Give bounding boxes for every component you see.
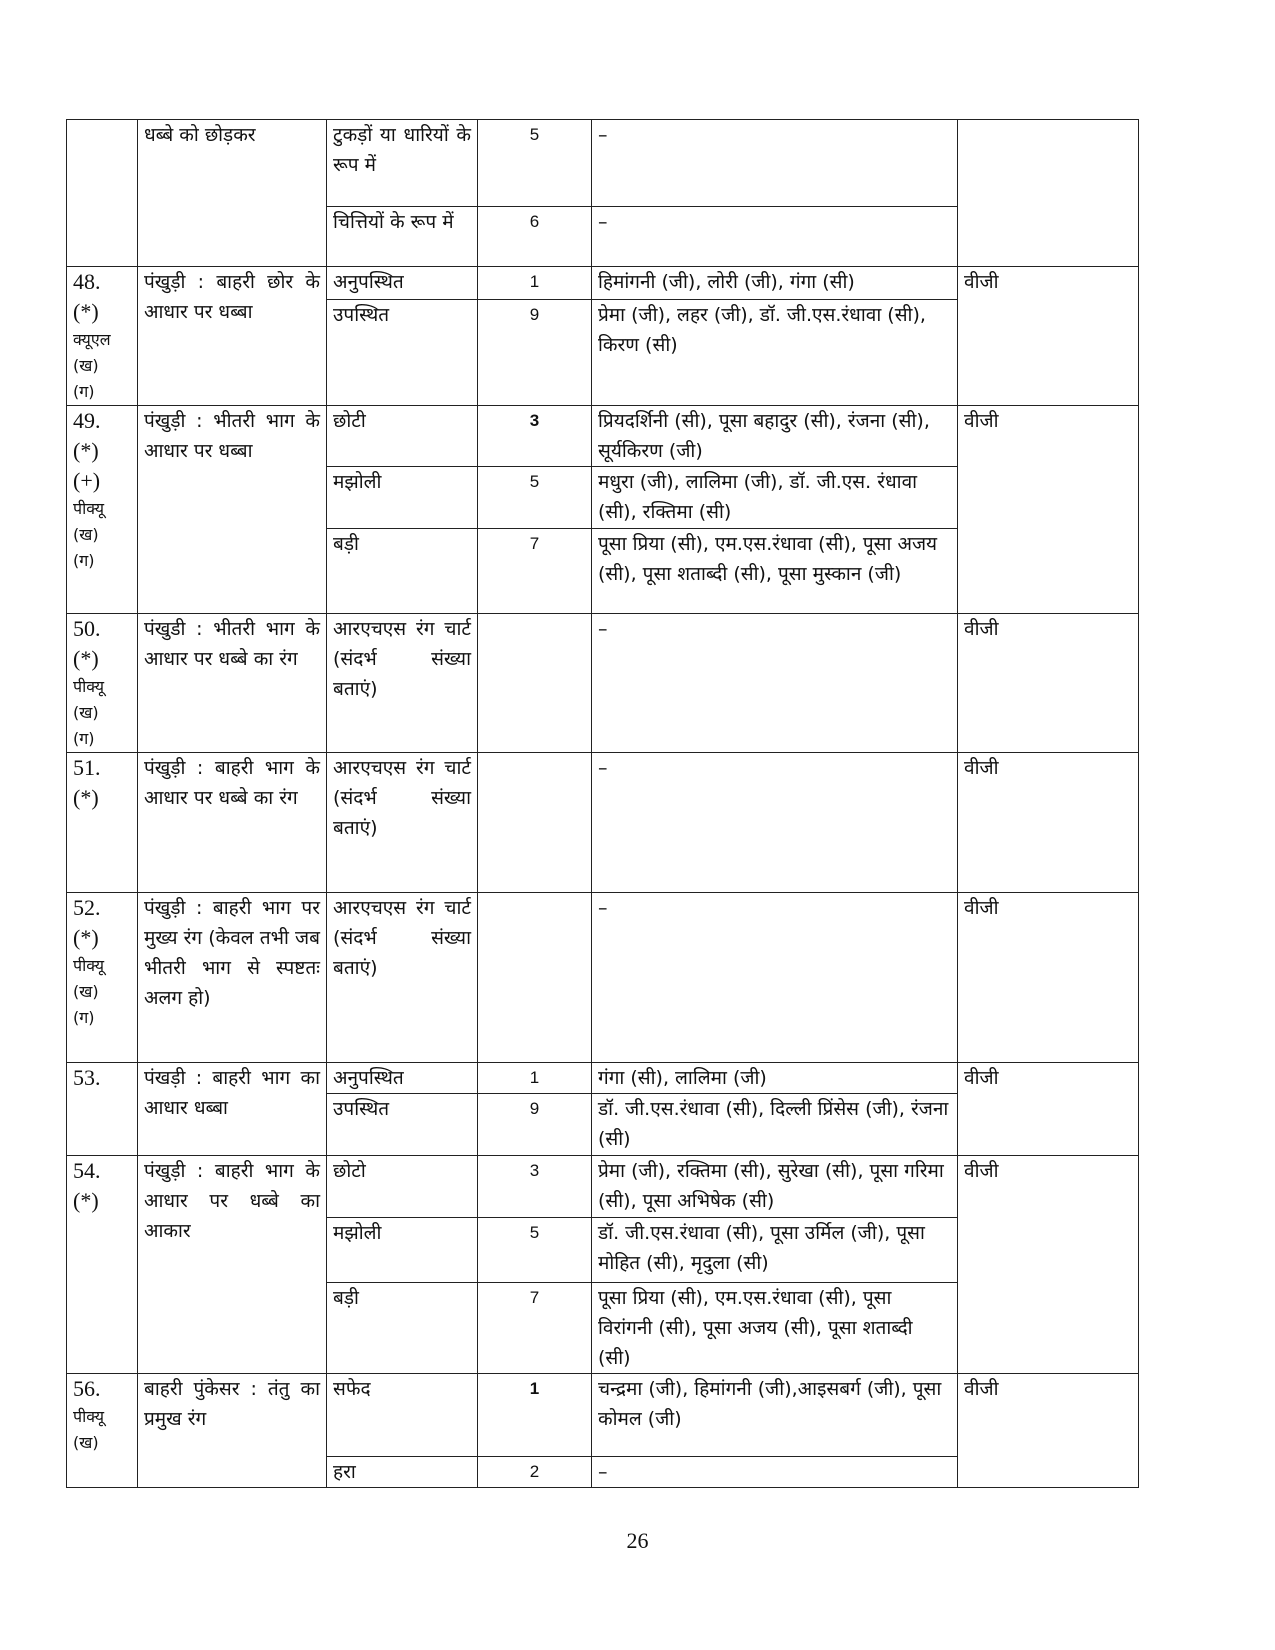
table-row	[67, 267, 1139, 300]
example-varieties: प्रियदर्शिनी (सी), पूसा बहादुर (सी), रंजना (सी), सूर्यकिरण (जी)	[592, 406, 958, 467]
state-label: आरएचएस रंग चार्ट (संदर्भ संख्या बताएं)	[327, 753, 478, 893]
trait-characteristic: पंखुड़ी : बाहरी भाग के आधार पर धब्बे का रंग	[138, 753, 327, 893]
example-varieties: चन्द्रमा (जी), हिमांगनी (जी),आइसबर्ग (जी), पूसा कोमल (जी)	[592, 1374, 958, 1457]
trait-number: 56. पीक्यू (ख)	[67, 1374, 138, 1488]
note-value: 1	[478, 1374, 592, 1457]
grouping-code: वीजी	[958, 893, 1139, 1063]
state-label: मझोली	[327, 1218, 478, 1283]
example-varieties: –	[592, 207, 958, 267]
example-varieties: –	[592, 120, 958, 207]
note-value: 3	[478, 1156, 592, 1218]
state-label: छोटो	[327, 1156, 478, 1218]
table-row	[67, 1374, 1139, 1457]
example-varieties: हिमांगनी (जी), लोरी (जी), गंगा (सी)	[592, 267, 958, 300]
state-label: उपस्थित	[327, 1094, 478, 1156]
note-value	[478, 753, 592, 893]
grouping-code: वीजी	[958, 1156, 1139, 1374]
trait-number: 50. (*) पीक्यू (ख) (ग)	[67, 614, 138, 753]
page-number: 26	[626, 1528, 649, 1553]
trait-characteristic: पंखुड़ी : बाहरी भाग पर मुख्य रंग (केवल तभी जब भीतरी भाग से स्पष्टतः अलग हो)	[138, 893, 327, 1063]
note-value	[478, 893, 592, 1063]
trait-number	[67, 120, 138, 267]
example-varieties: प्रेमा (जी), रक्तिमा (सी), सुरेखा (सी), पूसा गरिमा (सी), पूसा अभिषेक (सी)	[592, 1156, 958, 1218]
state-label: मझोली	[327, 467, 478, 529]
trait-number: 52. (*) पीक्यू (ख) (ग)	[67, 893, 138, 1063]
table-row	[67, 120, 1139, 207]
trait-number: 53.	[67, 1063, 138, 1156]
example-varieties: –	[592, 1457, 958, 1488]
note-value: 6	[478, 207, 592, 267]
example-varieties: पूसा प्रिया (सी), एम.एस.रंधावा (सी), पूसा विरांगनी (सी), पूसा अजय (सी), पूसा शताब्दी (सी)	[592, 1283, 958, 1374]
example-varieties: डॉ. जी.एस.रंधावा (सी), दिल्ली प्रिंसेस (जी), रंजना (सी)	[592, 1094, 958, 1156]
trait-characteristic: पंखड़ी : बाहरी भाग का आधार धब्बा	[138, 1063, 327, 1156]
state-label: बड़ी	[327, 529, 478, 614]
state-label: अनुपस्थित	[327, 1063, 478, 1094]
note-value: 7	[478, 529, 592, 614]
example-varieties: –	[592, 614, 958, 753]
example-varieties: –	[592, 753, 958, 893]
note-value: 7	[478, 1283, 592, 1374]
example-varieties: डॉ. जी.एस.रंधावा (सी), पूसा उर्मिल (जी), पूसा मोहित (सी), मृदुला (सी)	[592, 1218, 958, 1283]
note-value: 5	[478, 120, 592, 207]
example-varieties: –	[592, 893, 958, 1063]
trait-characteristic: पंखुड़ी : भीतरी भाग के आधार पर धब्बा	[138, 406, 327, 614]
note-value: 5	[478, 467, 592, 529]
state-label: उपस्थित	[327, 299, 478, 405]
state-label: छोटी	[327, 406, 478, 467]
example-varieties: प्रेमा (जी), लहर (जी), डॉ. जी.एस.रंधावा (सी), किरण (सी)	[592, 299, 958, 405]
table-row	[67, 406, 1139, 467]
note-value: 1	[478, 267, 592, 300]
state-label: हरा	[327, 1457, 478, 1488]
table-row	[67, 614, 1139, 753]
state-label: चित्तियों के रूप में	[327, 207, 478, 267]
note-value: 1	[478, 1063, 592, 1094]
trait-characteristic: धब्बे को छोड़कर	[138, 120, 327, 267]
note-value: 5	[478, 1218, 592, 1283]
table-row	[67, 753, 1139, 893]
grouping-code: वीजी	[958, 406, 1139, 614]
state-label: बड़ी	[327, 1283, 478, 1374]
trait-number: 54. (*)	[67, 1156, 138, 1374]
trait-number: 51. (*)	[67, 753, 138, 893]
trait-characteristic: पंखुडी : भीतरी भाग के आधार पर धब्बे का रंग	[138, 614, 327, 753]
example-varieties: मधुरा (जी), लालिमा (जी), डॉ. जी.एस. रंधावा (सी), रक्तिमा (सी)	[592, 467, 958, 529]
grouping-code	[958, 120, 1139, 267]
note-value: 9	[478, 1094, 592, 1156]
trait-characteristic: पंखुड़ी : बाहरी भाग के आधार पर धब्बे का आकार	[138, 1156, 327, 1374]
grouping-code: वीजी	[958, 1063, 1139, 1156]
trait-characteristic: बाहरी पुंकेसर : तंतु का प्रमुख रंग	[138, 1374, 327, 1488]
note-value: 3	[478, 406, 592, 467]
state-label: सफेद	[327, 1374, 478, 1457]
grouping-code: वीजी	[958, 267, 1139, 406]
grouping-code: वीजी	[958, 614, 1139, 753]
table-row	[67, 1156, 1139, 1218]
state-label: अनुपस्थित	[327, 267, 478, 300]
example-varieties: गंगा (सी), लालिमा (जी)	[592, 1063, 958, 1094]
note-value	[478, 614, 592, 753]
grouping-code: वीजी	[958, 753, 1139, 893]
note-value: 9	[478, 299, 592, 405]
grouping-code: वीजी	[958, 1374, 1139, 1488]
characteristics-table	[66, 119, 1139, 1488]
state-label: टुकड़ों या धारियों के रूप में	[327, 120, 478, 207]
state-label: आरएचएस रंग चार्ट (संदर्भ संख्या बताएं)	[327, 893, 478, 1063]
table-row	[67, 1063, 1139, 1094]
trait-characteristic: पंखुड़ी : बाहरी छोर के आधार पर धब्बा	[138, 267, 327, 406]
trait-number: 49. (*) (+) पीक्यू (ख) (ग)	[67, 406, 138, 614]
table-row	[67, 893, 1139, 1063]
trait-number: 48. (*) क्यूएल (ख) (ग)	[67, 267, 138, 406]
state-label: आरएचएस रंग चार्ट (संदर्भ संख्या बताएं)	[327, 614, 478, 753]
note-value: 2	[478, 1457, 592, 1488]
example-varieties: पूसा प्रिया (सी), एम.एस.रंधावा (सी), पूसा अजय (सी), पूसा शताब्दी (सी), पूसा मुस्कान (जी)	[592, 529, 958, 614]
